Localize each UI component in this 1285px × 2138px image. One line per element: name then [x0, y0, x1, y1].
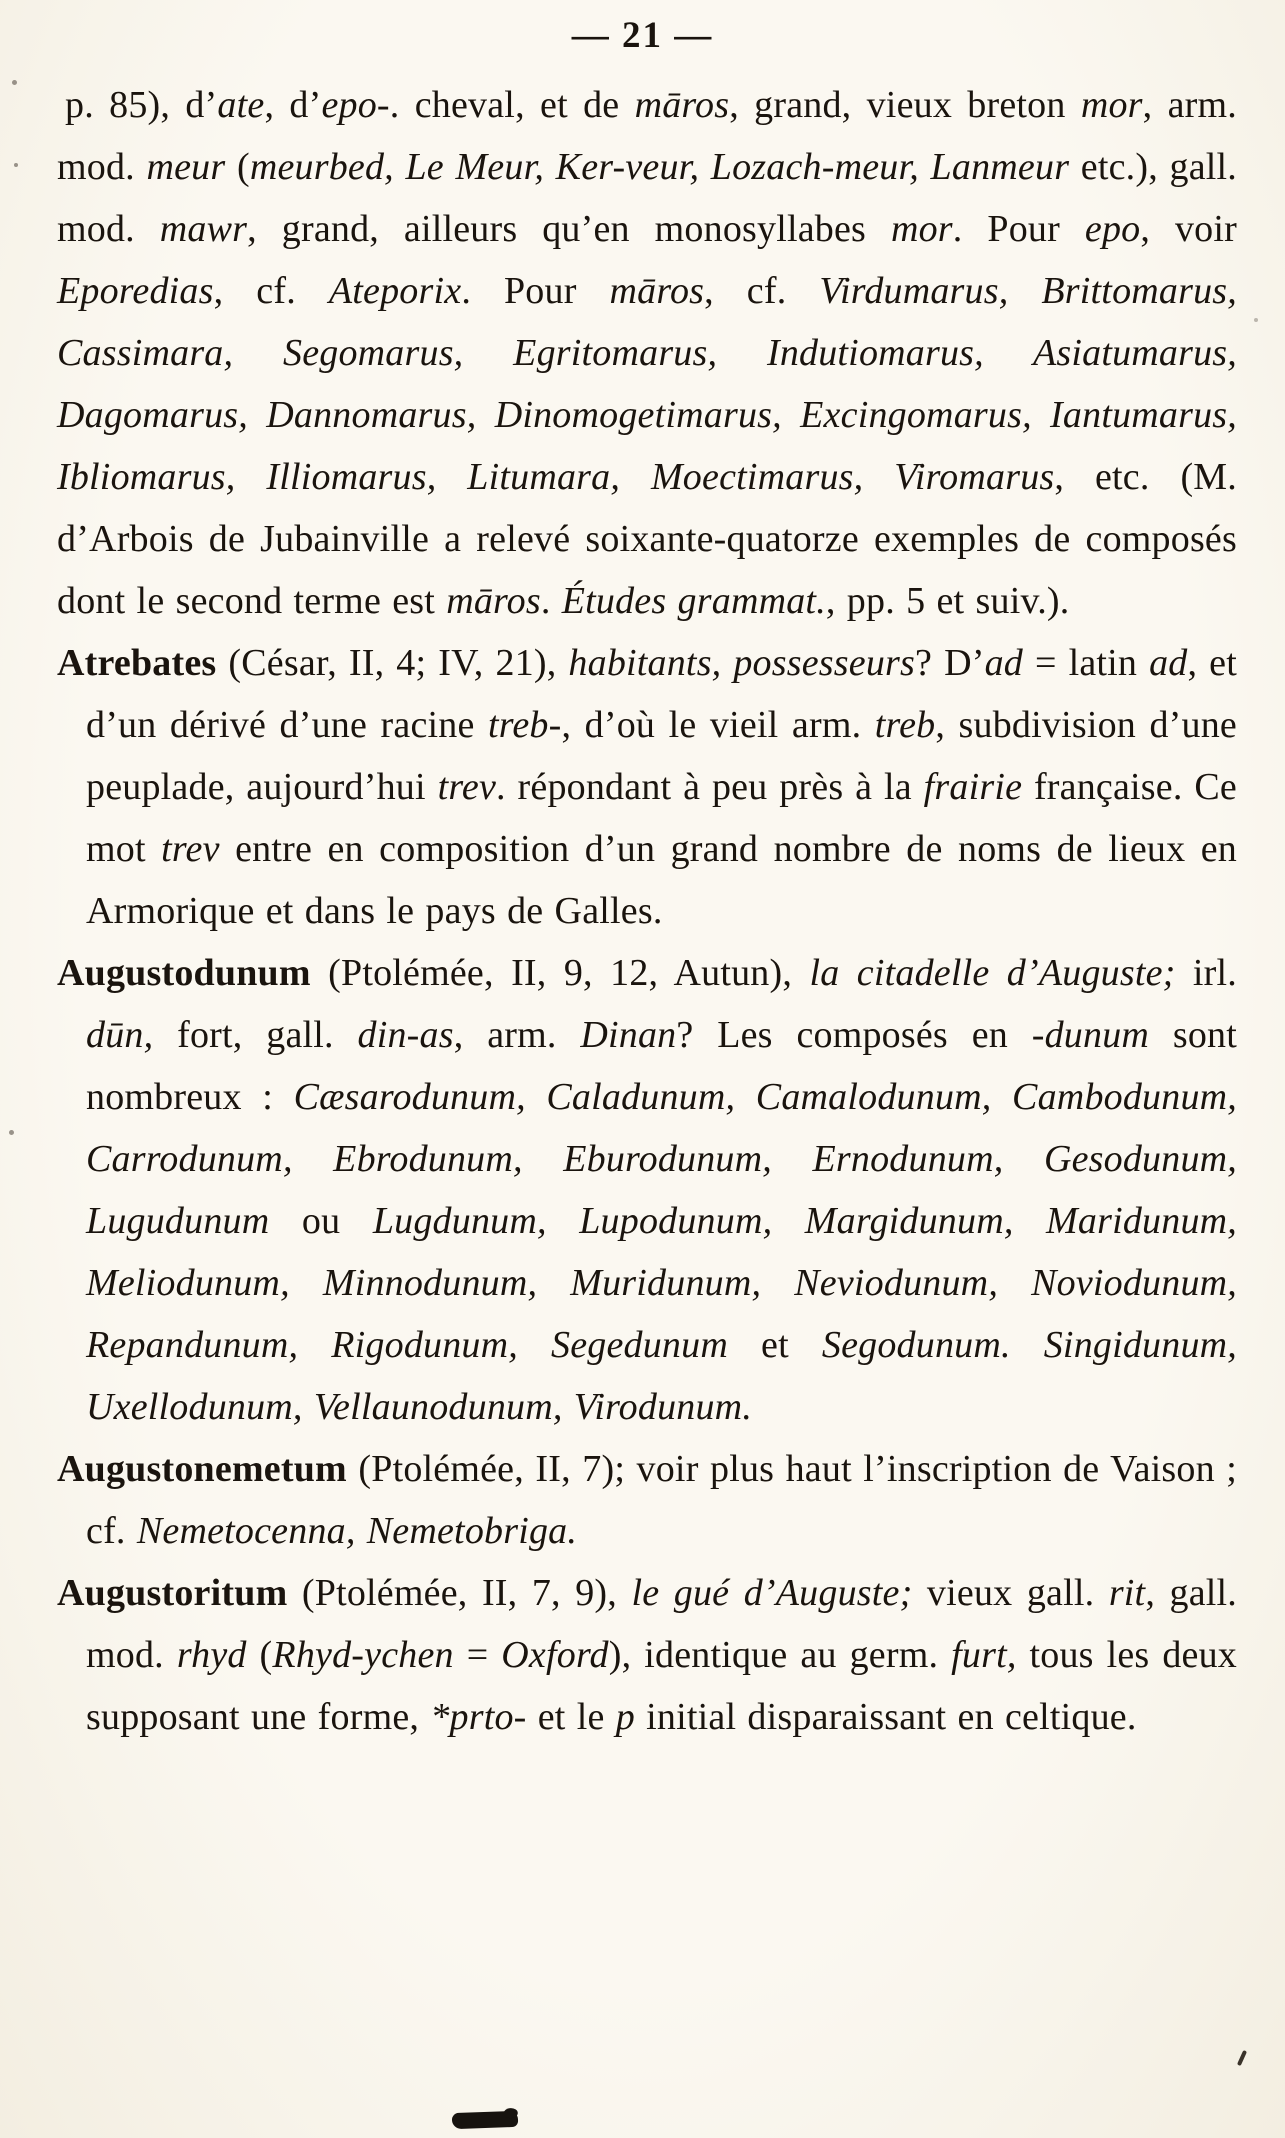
text-run: (Ptolémée, II, 9, 12, Autun),: [310, 952, 810, 994]
text-run: māros: [609, 270, 705, 312]
text-run: mor: [890, 208, 953, 250]
text-run: . cheval, et de: [389, 84, 635, 126]
text-run: =: [453, 1634, 502, 1676]
text-run: ), identique au germ.: [608, 1634, 952, 1676]
text-run: —: [663, 15, 714, 56]
text-run: française. Ce mot: [86, 766, 1237, 870]
text-run: , d’: [264, 84, 322, 126]
text-run: et le: [526, 1696, 616, 1738]
text-run: meurbed, Le Meur, Ker-veur, Lozach-meur, Lanmeur: [249, 146, 1070, 188]
text-run: , et d’un dérivé d’une racine: [86, 642, 1237, 746]
stray-tick-mark: [1237, 2050, 1247, 2066]
ink-blot-mark: [452, 2111, 519, 2129]
text-run: , gall. mod.: [86, 1572, 1237, 1676]
text-run: 21: [622, 15, 663, 56]
text-run: dūn,: [86, 1014, 154, 1056]
text-run: . Pour: [952, 208, 1085, 250]
text-run: din-as: [357, 1014, 454, 1056]
text-run: , cf.: [213, 270, 329, 312]
text-run: (Ptolémée, II, 7, 9),: [287, 1572, 632, 1614]
text-run: treb-: [488, 704, 562, 746]
text-run: treb: [874, 704, 936, 746]
text-run: trev: [437, 766, 497, 808]
text-run: Études grammat.: [561, 580, 826, 622]
text-run: Nemetocenna, Nemetobriga.: [136, 1510, 578, 1552]
text-run: Rhyd-ychen: [272, 1634, 454, 1676]
text-run: ? D’: [915, 642, 985, 684]
text-run: . Pour: [461, 270, 610, 312]
text-run: Eporedias: [57, 270, 214, 312]
text-run: . répondant à peu près à la: [496, 766, 924, 808]
text-run: māros: [634, 84, 730, 126]
scan-speck: [9, 1130, 14, 1135]
text-run: etc.), gall. mod.: [57, 146, 1237, 250]
text-block: [0, 74, 1285, 1748]
text-run: irl.: [1175, 952, 1237, 994]
text-run: (: [225, 146, 250, 188]
text-run: frairie: [923, 766, 1023, 808]
text-run: mawr: [159, 208, 248, 250]
text-run: dunum: [1044, 1014, 1150, 1056]
text-run: *prto-: [430, 1696, 527, 1738]
text-run: , arm.: [453, 1014, 581, 1056]
entry-augustoritum: [57, 1562, 1237, 1748]
text-run: , d’où le vieil arm.: [561, 704, 875, 746]
text-run: = latin: [1022, 642, 1150, 684]
text-run: Segodunum. Singidunum, Uxellodunum, Vellaunodunum, Virodunum.: [86, 1324, 1237, 1428]
text-run: tous les deux supposant une forme,: [86, 1634, 1238, 1738]
text-run: p: [615, 1696, 635, 1738]
text-run: Lugdunum, Lupodunum, Margidunum, Maridunum, Meliodunum, Minnodunum, Muridunum, Neviodunum, Noviodunum, Repandunum, Rigodunum, Segedunum: [86, 1200, 1237, 1366]
entry-augustodunum: [57, 942, 1237, 1438]
text-run: Augustonemetum: [57, 1448, 347, 1490]
text-run: p. 85), d’: [65, 84, 218, 126]
text-run: , pp. 5 et suiv.).: [825, 580, 1070, 622]
text-run: Ateporix: [328, 270, 462, 312]
text-run: , grand, vieux breton: [729, 84, 1081, 126]
text-run: ad: [984, 642, 1023, 684]
text-run: , subdivision d’une peuplade, aujourd’hui: [86, 704, 1237, 808]
text-run: Augustoritum: [57, 1572, 288, 1614]
entry-atrebates: [57, 632, 1237, 942]
text-run: habitants, possesseurs: [568, 642, 916, 684]
text-run: furt,: [951, 1634, 1017, 1676]
text-run: ? Les composés en -: [676, 1014, 1045, 1056]
text-run: (: [246, 1634, 273, 1676]
text-run: , voir: [1140, 208, 1237, 250]
text-run: ad: [1149, 642, 1188, 684]
entry-augustonemetum: [57, 1438, 1237, 1562]
text-run: (César, II, 4; IV, 21),: [216, 642, 569, 684]
text-run: , arm. mod.: [57, 84, 1237, 188]
text-run: .: [540, 580, 562, 622]
text-run: et: [727, 1324, 822, 1366]
text-run: le gué d’Auguste;: [631, 1572, 913, 1614]
scan-speck: [14, 163, 18, 167]
text-run: la citadelle d’Auguste;: [809, 952, 1176, 994]
paragraph-continuation-ate-epo: [57, 74, 1237, 632]
text-run: Virdumarus, Brittomarus, Cassimara, Segomarus, Egritomarus, Indutiomarus, Asiatumarus, Dagomarus, Dannomarus, Dinomogetimarus, Excingomarus, Iantumarus, Ibliomarus, Illiomarus, Litumara, Moectimarus, Viromarus: [57, 270, 1237, 498]
text-run: , grand, ailleurs qu’en monosyllabes: [247, 208, 891, 250]
text-run: sont nombreux :: [86, 1014, 1237, 1118]
text-run: , cf.: [704, 270, 820, 312]
text-run: māros: [446, 580, 541, 622]
text-run: rhyd: [176, 1634, 247, 1676]
text-run: Oxford: [501, 1634, 609, 1676]
text-run: mor: [1080, 84, 1143, 126]
text-run: trev: [161, 828, 220, 870]
scan-speck: [1254, 318, 1258, 322]
text-run: entre en composition d’un grand nombre de noms de lieux en Armorique et dans le pays de Galles.: [86, 828, 1237, 932]
text-run: Dinan: [580, 1014, 677, 1056]
text-run: Cæsarodunum, Caladunum, Camalodunum, Cambodunum, Carrodunum, Ebrodunum, Eburodunum, Ernodunum, Gesodunum, Lugudunum: [86, 1076, 1237, 1242]
text-run: ou: [269, 1200, 373, 1242]
text-run: fort, gall.: [153, 1014, 358, 1056]
text-run: vieux gall.: [912, 1572, 1109, 1614]
text-run: epo: [1084, 208, 1141, 250]
text-run: meur: [146, 146, 226, 188]
text-run: epo-: [321, 84, 390, 126]
text-run: Atrebates: [57, 642, 217, 684]
text-run: Augustodunum: [57, 952, 311, 994]
scan-speck: [12, 80, 17, 85]
text-run: (Ptolémée, II, 7); voir plus haut l’inscription de Vaison ; cf.: [86, 1448, 1237, 1552]
text-run: initial disparaissant en celtique.: [634, 1696, 1137, 1738]
text-run: —: [571, 15, 622, 56]
text-run: ate: [217, 84, 265, 126]
page-number-header: [0, 14, 1285, 58]
text-run: , etc. (M. d’Arbois de Jubainville a relevé soixante-quatorze exemples de composés dont le second terme est: [57, 456, 1237, 622]
text-run: rit: [1108, 1572, 1146, 1614]
